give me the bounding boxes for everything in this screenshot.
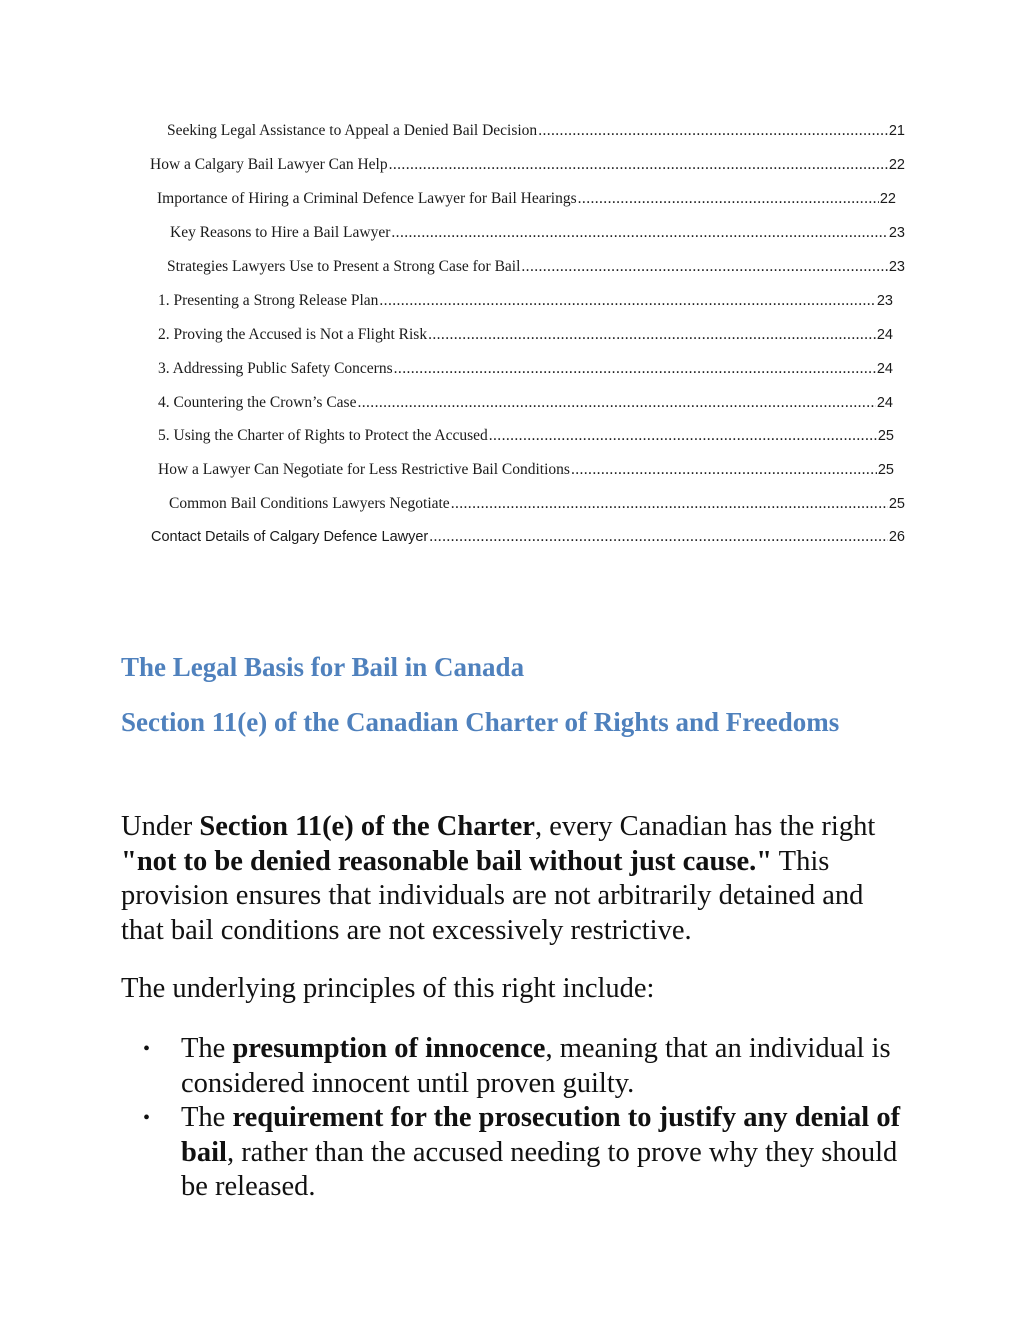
- toc-leader-dots: [379, 290, 875, 312]
- section-heading: The Legal Basis for Bail in Canada: [121, 652, 525, 682]
- toc-leader-dots: [428, 324, 876, 346]
- toc-entry[interactable]: [151, 526, 905, 548]
- toc-leader-dots: [429, 526, 888, 548]
- toc-entry[interactable]: [167, 256, 905, 278]
- list-item: [121, 1032, 921, 1101]
- principles-list: [121, 1032, 921, 1205]
- toc-entry-title: Common Bail Conditions Lawyers Negotiate: [169, 495, 450, 512]
- toc-leader-dots: [389, 154, 888, 176]
- toc-leader-dots: [578, 188, 879, 210]
- paragraph-text: This provision ensures that individuals are not arbitrarily detained and that bail conditions are not excessively restrictive.: [121, 845, 864, 946]
- toc-leader-dots: [357, 392, 875, 414]
- toc-entry[interactable]: [158, 459, 894, 481]
- toc-entry-title: 5. Using the Charter of Rights to Protect the Accused: [158, 427, 488, 444]
- toc-entry[interactable]: [158, 358, 893, 380]
- toc-leader-dots: [391, 222, 887, 244]
- charter-paragraph: [121, 810, 911, 948]
- toc-entry[interactable]: [169, 493, 905, 515]
- list-item-emphasis: presumption of innocence: [232, 1033, 546, 1064]
- bullet-icon: •: [143, 1107, 151, 1129]
- toc-entry-page: 22: [888, 157, 905, 173]
- toc-entry[interactable]: [158, 392, 893, 414]
- list-item-text: , rather than the accused needing to prove why they should be released.: [181, 1136, 898, 1202]
- toc-entry[interactable]: [158, 290, 893, 312]
- list-item-emphasis: requirement for the prosecution to justify any denial of bail: [181, 1102, 901, 1168]
- toc-entry-page: 25: [877, 462, 894, 478]
- list-item: [121, 1101, 921, 1205]
- toc-entry[interactable]: [170, 222, 905, 244]
- toc-entry-page: 24: [876, 395, 893, 411]
- toc-entry-page: 26: [888, 529, 905, 545]
- toc-entry-title: How a Lawyer Can Negotiate for Less Restrictive Bail Conditions: [158, 461, 570, 478]
- list-item-text: , meaning that an individual is considered innocent until proven guilty.: [181, 1033, 891, 1099]
- toc-entry-title: Strategies Lawyers Use to Present a Strong Case for Bail: [167, 258, 521, 275]
- toc-leader-dots: [489, 425, 877, 447]
- toc-entry-page: 23: [876, 293, 893, 309]
- toc-entry-title: 4. Countering the Crown’s Case: [158, 394, 357, 411]
- charter-section-emphasis: Section 11(e) of the Charter: [199, 811, 535, 842]
- toc-entry-page: 24: [876, 327, 893, 343]
- toc-leader-dots: [571, 459, 877, 481]
- toc-entry-page: 22: [879, 191, 896, 207]
- toc-leader-dots: [521, 256, 887, 278]
- paragraph-text: Under: [121, 811, 200, 842]
- toc-entry-title: Contact Details of Calgary Defence Lawyer: [151, 529, 429, 545]
- principles-intro: The underlying principles of this right include:: [121, 973, 655, 1004]
- toc-entry-title: Seeking Legal Assistance to Appeal a Denied Bail Decision: [167, 122, 538, 139]
- toc-entry-page: 25: [888, 496, 905, 512]
- toc-leader-dots: [538, 120, 888, 142]
- toc-entry[interactable]: [150, 154, 905, 176]
- toc-entry-page: 23: [888, 259, 905, 275]
- toc-entry[interactable]: [158, 324, 893, 346]
- bullet-icon: •: [143, 1038, 151, 1060]
- toc-entry-page: 25: [877, 428, 894, 444]
- toc-entry[interactable]: [167, 120, 905, 142]
- toc-entry-page: 24: [876, 361, 893, 377]
- toc-entry-title: How a Calgary Bail Lawyer Can Help: [150, 156, 388, 173]
- toc-entry[interactable]: [157, 188, 896, 210]
- list-item-text: The: [181, 1102, 233, 1133]
- list-item-text: The: [181, 1033, 233, 1064]
- toc-entry-title: Key Reasons to Hire a Bail Lawyer: [170, 224, 391, 241]
- sub-heading: Section 11(e) of the Canadian Charter of Rights and Freedoms: [121, 707, 840, 737]
- toc-leader-dots: [394, 358, 876, 380]
- toc-entry-page: 23: [888, 225, 905, 241]
- toc-entry-page: 21: [888, 123, 905, 139]
- charter-quote-emphasis: "not to be denied reasonable bail without just cause.": [121, 845, 773, 877]
- toc-entry-title: 3. Addressing Public Safety Concerns: [158, 360, 393, 377]
- toc-entry-title: Importance of Hiring a Criminal Defence Lawyer for Bail Hearings: [157, 190, 577, 207]
- toc-entry[interactable]: [158, 425, 894, 447]
- toc-leader-dots: [451, 493, 888, 515]
- toc-entry-title: 1. Presenting a Strong Release Plan: [158, 292, 379, 309]
- paragraph-text: , every Canadian has the right: [534, 811, 876, 842]
- toc-entry-title: 2. Proving the Accused is Not a Flight Risk: [158, 326, 428, 343]
